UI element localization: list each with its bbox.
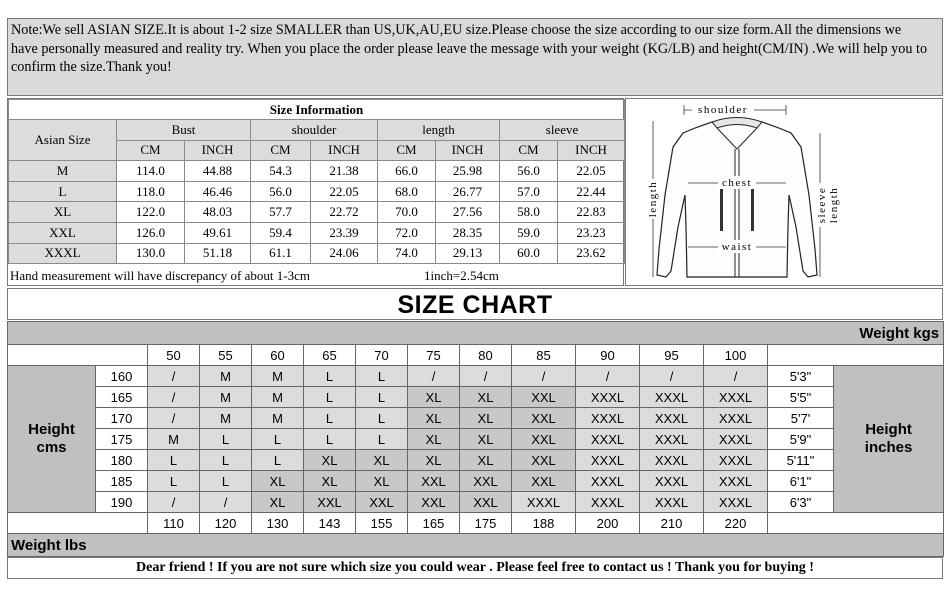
- asian-size-cell: L: [9, 181, 117, 202]
- bust-header: Bust: [117, 120, 251, 141]
- size-cell: XL: [304, 471, 356, 492]
- size-cell: XXL: [408, 492, 460, 513]
- weight-lbs-header: Weight lbs: [8, 534, 944, 557]
- weight-kg-cell: 75: [408, 345, 460, 366]
- weight-lb-cell: 110: [148, 513, 200, 534]
- weight-kg-cell: 80: [460, 345, 512, 366]
- pocket-mark-right: [751, 189, 754, 231]
- height-cm-cell: 175: [96, 429, 148, 450]
- size-cell: L: [304, 387, 356, 408]
- contact-footer: Dear friend ! If you are not sure which size you could wear . Please feel free to contact us ! Thank you for buying !: [7, 557, 943, 579]
- size-row: [9, 161, 625, 182]
- height-row: [8, 450, 944, 471]
- height-cm-cell: 180: [96, 450, 148, 471]
- size-cell: XL: [460, 429, 512, 450]
- size-cell: /: [148, 492, 200, 513]
- size-chart-body: [8, 366, 944, 513]
- note-line-2: have personally measured and reality try. When you place the order please leave the message with your weight (KG/LB) and height(CM/IN) .We will help you to confirm the size.Thank you!: [11, 40, 928, 75]
- size-cell: L: [304, 429, 356, 450]
- size-cell: /: [148, 387, 200, 408]
- size-cell: L: [356, 429, 408, 450]
- size-cell: XL: [252, 492, 304, 513]
- size-cell: XL: [408, 429, 460, 450]
- size-cell: M: [252, 408, 304, 429]
- weight-kg-cell: 90: [576, 345, 640, 366]
- height-inches-label-line2: inches: [864, 439, 913, 456]
- size-cell: XXL: [512, 429, 576, 450]
- measurement-cell: 27.56: [436, 202, 500, 223]
- weight-kg-cell: 100: [704, 345, 768, 366]
- unit-header: CM: [251, 140, 311, 161]
- measurement-cell: 72.0: [378, 222, 436, 243]
- weight-lb-cell: 188: [512, 513, 576, 534]
- height-cm-cell: 190: [96, 492, 148, 513]
- height-inch-cell: 5'3": [768, 366, 834, 387]
- height-inch-cell: 5'7': [768, 408, 834, 429]
- size-cell: L: [304, 366, 356, 387]
- size-cell: L: [356, 408, 408, 429]
- height-cm-cell: 165: [96, 387, 148, 408]
- size-information-body: [9, 161, 625, 264]
- size-cell: L: [200, 450, 252, 471]
- size-cell: XXXL: [640, 450, 704, 471]
- size-cell: M: [252, 387, 304, 408]
- height-inches-label-line1: Height: [865, 421, 912, 438]
- asian-size-cell: XL: [9, 202, 117, 223]
- size-cell: XL: [252, 471, 304, 492]
- weight-kg-cell: 55: [200, 345, 252, 366]
- size-cell: /: [576, 366, 640, 387]
- size-information-panel: [7, 98, 624, 286]
- note-line-1: Note:We sell ASIAN SIZE.It is about 1-2 size SMALLER than US,UK,AU,EU size.Please choose the size according to our size form.All the dimensions we: [11, 22, 902, 38]
- size-cell: XXL: [356, 492, 408, 513]
- shoulder-header: shoulder: [251, 120, 378, 141]
- inch-conversion: 1inch=2.54cm: [424, 268, 499, 283]
- measurement-cell: 26.77: [436, 181, 500, 202]
- size-cell: XXXL: [640, 471, 704, 492]
- measurement-cell: 57.7: [251, 202, 311, 223]
- unit-header: CM: [378, 140, 436, 161]
- unit-header: INCH: [558, 140, 625, 161]
- size-cell: M: [148, 429, 200, 450]
- size-cell: XXXL: [576, 450, 640, 471]
- unit-header: INCH: [185, 140, 251, 161]
- measurement-cell: 22.44: [558, 181, 625, 202]
- shoulder-label: shoulder: [698, 104, 748, 116]
- size-cell: L: [148, 450, 200, 471]
- size-row: [9, 181, 625, 202]
- size-cell: XXXL: [576, 429, 640, 450]
- unit-header: CM: [117, 140, 185, 161]
- size-cell: /: [200, 492, 252, 513]
- size-cell: XXL: [512, 408, 576, 429]
- measurement-cell: 66.0: [378, 161, 436, 182]
- height-inches-label: [834, 366, 944, 513]
- size-cell: L: [200, 471, 252, 492]
- asian-size-cell: XXL: [9, 222, 117, 243]
- measurement-cell: 22.05: [558, 161, 625, 182]
- weight-kgs-row: [8, 345, 944, 366]
- measurement-cell: 130.0: [117, 243, 185, 264]
- height-row: [8, 366, 944, 387]
- size-cell: M: [200, 408, 252, 429]
- size-note: [7, 18, 943, 96]
- size-cell: XL: [460, 450, 512, 471]
- measurement-cell: 22.83: [558, 202, 625, 223]
- height-inch-cell: 5'11": [768, 450, 834, 471]
- weight-lb-cell: 143: [304, 513, 356, 534]
- weight-kg-cell: 60: [252, 345, 304, 366]
- unit-header: INCH: [311, 140, 378, 161]
- size-cell: /: [408, 366, 460, 387]
- measurement-cell: 22.05: [311, 181, 378, 202]
- size-cell: XXXL: [704, 492, 768, 513]
- sleeve-label-line1: sleeve: [816, 186, 828, 224]
- measurement-cell: 118.0: [117, 181, 185, 202]
- size-chart-table: [7, 321, 944, 557]
- shirt-diagram-svg: [626, 99, 942, 285]
- size-cell: L: [200, 429, 252, 450]
- lb-row-blank: [8, 513, 148, 534]
- measurement-cell: 70.0: [378, 202, 436, 223]
- lb-row-blank: [768, 513, 944, 534]
- height-row: [8, 492, 944, 513]
- length-label: length: [647, 180, 659, 218]
- measurement-cell: 46.46: [185, 181, 251, 202]
- size-cell: /: [704, 366, 768, 387]
- kg-row-blank: [768, 345, 944, 366]
- size-cell: XXXL: [640, 408, 704, 429]
- measurement-footnote: Hand measurement will have discrepancy of about 1-3cm: [10, 268, 310, 283]
- weight-lb-cell: 130: [252, 513, 304, 534]
- weight-kg-cell: 85: [512, 345, 576, 366]
- size-cell: XXXL: [576, 471, 640, 492]
- asian-size-header: Asian Size: [9, 120, 117, 161]
- height-row: [8, 429, 944, 450]
- weight-lb-cell: 220: [704, 513, 768, 534]
- size-cell: XXL: [512, 471, 576, 492]
- size-information-table: [8, 99, 625, 264]
- height-cm-cell: 170: [96, 408, 148, 429]
- weight-lb-cell: 120: [200, 513, 252, 534]
- size-cell: XL: [460, 387, 512, 408]
- size-row: [9, 222, 625, 243]
- measurement-cell: 51.18: [185, 243, 251, 264]
- measurement-cell: 23.39: [311, 222, 378, 243]
- height-row: [8, 408, 944, 429]
- height-row: [8, 387, 944, 408]
- length-header: length: [378, 120, 500, 141]
- weight-lb-cell: 165: [408, 513, 460, 534]
- measurement-cell: 114.0: [117, 161, 185, 182]
- size-cell: XXXL: [640, 429, 704, 450]
- measurement-cell: 24.06: [311, 243, 378, 264]
- kg-row-blank: [8, 345, 148, 366]
- weight-lb-cell: 175: [460, 513, 512, 534]
- weight-lbs-row: [8, 513, 944, 534]
- measurement-cell: 49.61: [185, 222, 251, 243]
- size-cell: L: [356, 387, 408, 408]
- measurement-cell: 60.0: [500, 243, 558, 264]
- size-cell: XXXL: [704, 429, 768, 450]
- weight-kgs-header: Weight kgs: [8, 322, 944, 345]
- height-cm-cell: 160: [96, 366, 148, 387]
- measurement-cell: 23.62: [558, 243, 625, 264]
- size-cell: XXXL: [640, 387, 704, 408]
- size-cell: XXL: [304, 492, 356, 513]
- size-cell: XL: [356, 471, 408, 492]
- size-cell: L: [148, 471, 200, 492]
- size-cell: XL: [408, 408, 460, 429]
- height-inch-cell: 5'9": [768, 429, 834, 450]
- measurement-cell: 48.03: [185, 202, 251, 223]
- measurement-cell: 56.0: [251, 181, 311, 202]
- measurement-cell: 58.0: [500, 202, 558, 223]
- size-row: [9, 202, 625, 223]
- size-cell: XXL: [460, 492, 512, 513]
- size-row: [9, 243, 625, 264]
- height-inch-cell: 6'3": [768, 492, 834, 513]
- size-cell: XL: [356, 450, 408, 471]
- size-chart-title: SIZE CHART: [7, 288, 943, 320]
- size-cell: XXXL: [704, 450, 768, 471]
- height-cms-label-line2: cms: [36, 439, 67, 456]
- size-cell: XXL: [512, 387, 576, 408]
- weight-kg-cell: 50: [148, 345, 200, 366]
- pocket-mark-left: [720, 189, 723, 231]
- measurement-cell: 28.35: [436, 222, 500, 243]
- size-cell: /: [148, 366, 200, 387]
- size-cell: XXXL: [576, 492, 640, 513]
- size-cell: XL: [408, 450, 460, 471]
- measurement-cell: 126.0: [117, 222, 185, 243]
- size-cell: /: [148, 408, 200, 429]
- measurement-cell: 61.1: [251, 243, 311, 264]
- size-cell: /: [512, 366, 576, 387]
- shirt-outline: [657, 122, 817, 277]
- measurement-cell: 74.0: [378, 243, 436, 264]
- weight-kg-cell: 95: [640, 345, 704, 366]
- size-cell: XXXL: [704, 408, 768, 429]
- size-information-title: Size Information: [9, 100, 625, 120]
- size-cell: XL: [460, 408, 512, 429]
- size-cell: XXXL: [704, 471, 768, 492]
- weight-lb-cell: 200: [576, 513, 640, 534]
- size-cell: XXXL: [576, 408, 640, 429]
- height-cms-label: [8, 366, 96, 513]
- unit-header: CM: [500, 140, 558, 161]
- height-inch-cell: 5'5": [768, 387, 834, 408]
- measurement-cell: 59.0: [500, 222, 558, 243]
- size-cell: L: [252, 450, 304, 471]
- measurement-cell: 68.0: [378, 181, 436, 202]
- waist-label: waist: [721, 241, 753, 253]
- size-cell: L: [356, 366, 408, 387]
- size-cell: L: [304, 408, 356, 429]
- measurement-cell: 122.0: [117, 202, 185, 223]
- height-cms-label-line1: Height: [28, 421, 75, 438]
- size-cell: XL: [304, 450, 356, 471]
- size-cell: XXXL: [576, 387, 640, 408]
- measurement-cell: 23.23: [558, 222, 625, 243]
- measurement-cell: 22.72: [311, 202, 378, 223]
- asian-size-cell: M: [9, 161, 117, 182]
- measurement-cell: 57.0: [500, 181, 558, 202]
- size-cell: XXXL: [704, 387, 768, 408]
- measurement-cell: 56.0: [500, 161, 558, 182]
- measurement-cell: 59.4: [251, 222, 311, 243]
- measurement-cell: 21.38: [311, 161, 378, 182]
- size-cell: M: [200, 387, 252, 408]
- measurement-cell: 54.3: [251, 161, 311, 182]
- measurement-cell: 44.88: [185, 161, 251, 182]
- size-cell: M: [200, 366, 252, 387]
- size-cell: M: [252, 366, 304, 387]
- size-cell: XXL: [512, 450, 576, 471]
- sleeve-label-line2: length: [828, 186, 840, 224]
- size-cell: L: [252, 429, 304, 450]
- size-cell: XXL: [460, 471, 512, 492]
- weight-lb-cell: 210: [640, 513, 704, 534]
- measurement-cell: 29.13: [436, 243, 500, 264]
- height-inch-cell: 6'1": [768, 471, 834, 492]
- chest-label: chest: [721, 177, 753, 189]
- size-cell: XXXL: [512, 492, 576, 513]
- height-row: [8, 471, 944, 492]
- measurement-cell: 25.98: [436, 161, 500, 182]
- weight-kg-cell: 70: [356, 345, 408, 366]
- size-cell: XXXL: [640, 492, 704, 513]
- weight-kg-cell: 65: [304, 345, 356, 366]
- size-cell: /: [460, 366, 512, 387]
- height-cm-cell: 185: [96, 471, 148, 492]
- sleeve-header: sleeve: [500, 120, 625, 141]
- weight-lb-cell: 155: [356, 513, 408, 534]
- size-cell: XXL: [408, 471, 460, 492]
- size-cell: /: [640, 366, 704, 387]
- size-cell: XL: [408, 387, 460, 408]
- asian-size-cell: XXXL: [9, 243, 117, 264]
- shirt-measurement-diagram: [625, 98, 943, 286]
- unit-header: INCH: [436, 140, 500, 161]
